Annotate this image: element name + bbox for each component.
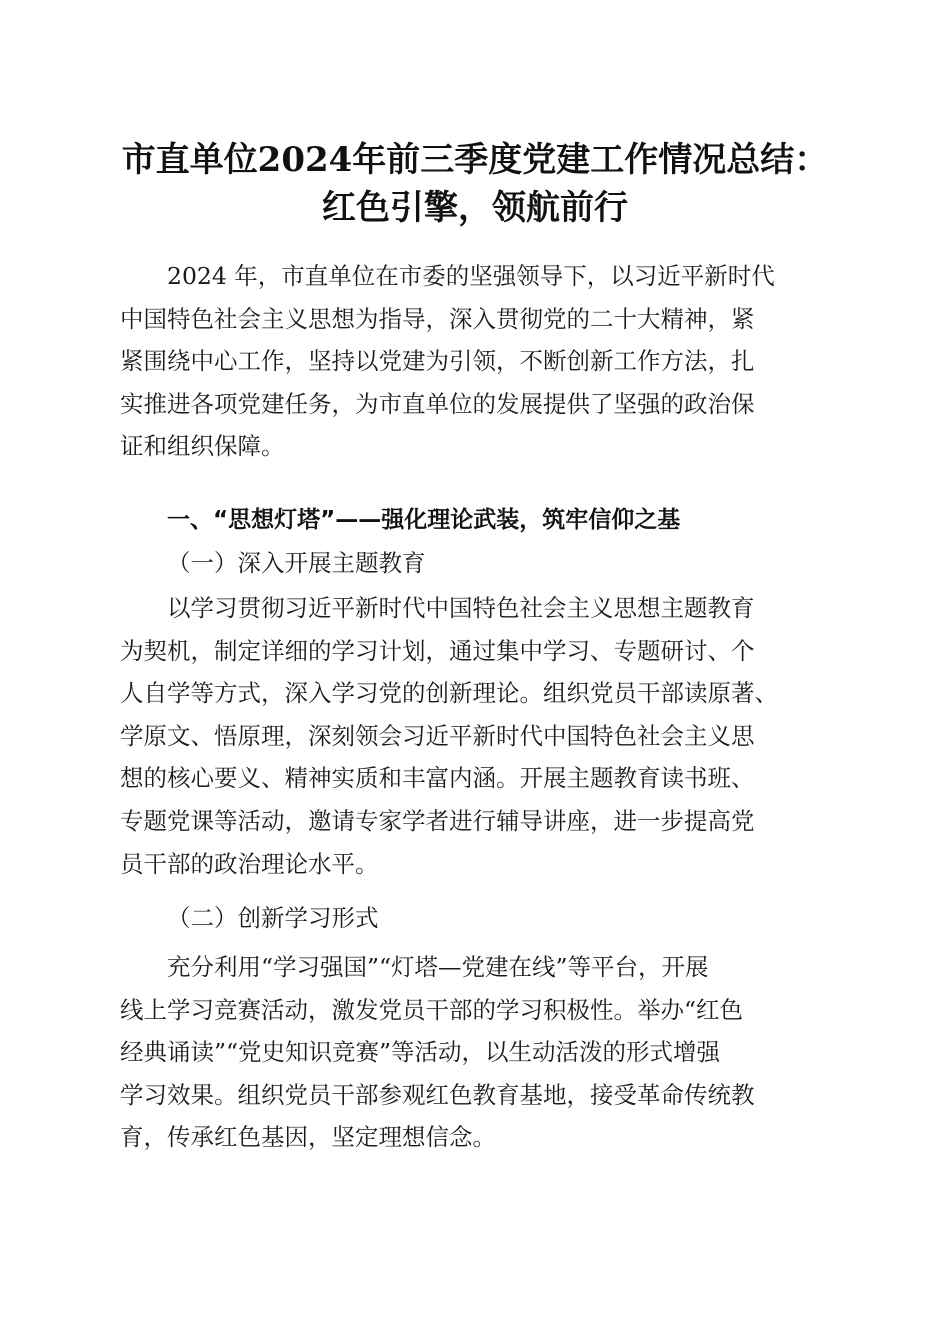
paragraph-line: 经典诵读”“党史知识竞赛”等活动，以生动活泼的形式增强: [120, 1038, 721, 1067]
subsection-heading-1: （一）深入开展主题教育: [167, 549, 426, 577]
paragraph-line: 想的核心要义、精神实质和丰富内涵。开展主题教育读书班、: [120, 764, 755, 793]
paragraph-line: 中国特色社会主义思想为指导，深入贯彻党的二十大精神，紧: [120, 304, 755, 333]
paragraph-line: 2024 年，市直单位在市委的坚强领导下，以习近平新时代: [167, 262, 775, 290]
paragraph-line: 以学习贯彻习近平新时代中国特色社会主义思想主题教育: [167, 594, 755, 622]
paragraph-line: 专题党课等活动，邀请专家学者进行辅导讲座，进一步提高党: [120, 806, 755, 835]
paragraph-line: 紧围绕中心工作，坚持以党建为引领，不断创新工作方法，扎: [120, 347, 755, 376]
paragraph-line: 员干部的政治理论水平。: [120, 849, 379, 878]
subsection-1-paragraph: [120, 587, 832, 885]
paragraph-line: 实推进各项党建任务，为市直单位的发展提供了坚强的政治保: [120, 389, 755, 418]
paragraph-line: 学习效果。组织党员干部参观红色教育基地，接受革命传统教: [120, 1080, 755, 1109]
document-title-line-1: 市直单位2024年前三季度党建工作情况总结：: [121, 140, 829, 180]
paragraph-line: 充分利用“学习强国”“灯塔—党建在线”等平台，开展: [167, 953, 709, 981]
paragraph-line: 证和组织保障。: [120, 432, 285, 461]
paragraph-line: 人自学等方式，深入学习党的创新理论。组织党员干部读原著、: [120, 679, 778, 708]
subsection-heading-2: （二）创新学习形式: [167, 904, 379, 932]
paragraph-line: 育，传承红色基因，坚定理想信念。: [120, 1123, 496, 1152]
document-title-line-2: 红色引擎，领航前行: [322, 188, 628, 228]
paragraph-line: 学原文、悟原理，深刻领会习近平新时代中国特色社会主义思: [120, 721, 755, 750]
intro-paragraph: [120, 255, 832, 468]
paragraph-line: 线上学习竞赛活动，激发党员干部的学习积极性。举办“红色: [120, 995, 744, 1024]
paragraph-line: 为契机，制定详细的学习计划，通过集中学习、专题研讨、个: [120, 636, 755, 665]
section-heading-1: 一、“思想灯塔”——强化理论武装，筑牢信仰之基: [167, 507, 681, 533]
subsection-2-paragraph: [120, 946, 832, 1159]
